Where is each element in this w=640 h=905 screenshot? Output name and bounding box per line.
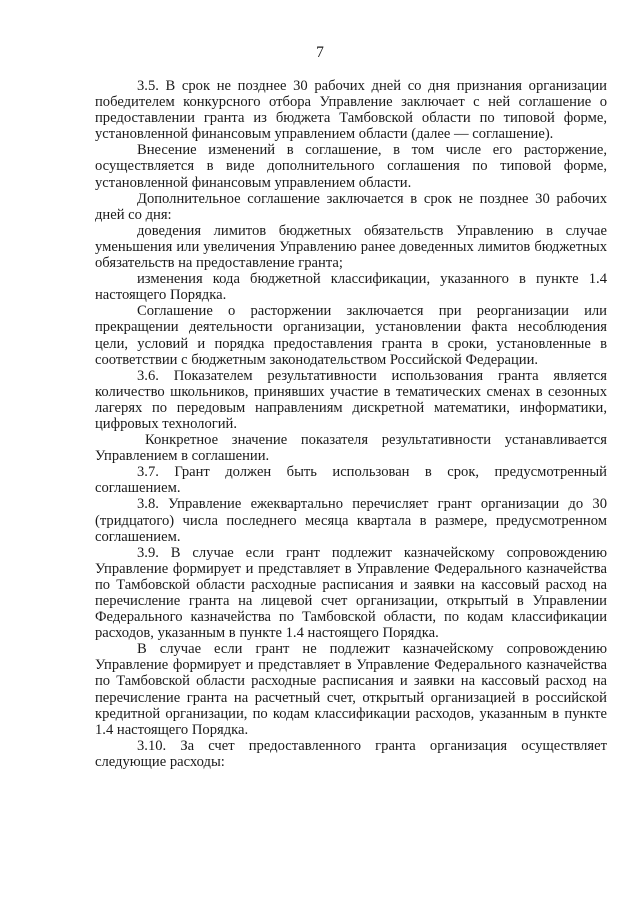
page-number: 7 [316, 44, 324, 61]
paragraph-termination: Соглашение о расторжении заключается при реорганизации или прекращении деятельности организации, установлении факта несоблюдения цели, условий и порядка предоставления гранта в сроки, установленные в соответствии с бюджетным законодательством Российской Федерации. [95, 303, 607, 368]
paragraph-no-treasury-support: В случае если грант не подлежит казначейскому сопровождению Управление формирует и представляет в Управление Федерального казначейства по Тамбовской области расходные расписания и заявки на кассовый расход на перечисление гранта на расчетный счет, открытый организацией в российской кредитной организации, по кодам классификации расходов, указанным в пункте 1.4 настоящего Порядка. [95, 641, 607, 738]
paragraph-3-8: 3.8. Управление ежеквартально перечисляет грант организации до 30 (тридцатого) числа последнего месяца квартала в размере, предусмотренном соглашением. [95, 496, 607, 545]
list-item-limits: доведения лимитов бюджетных обязательств Управлению в случае уменьшения или увеличения Управлению ранее доведенных лимитов бюджетных обязательств на предоставление гранта; [95, 222, 607, 272]
paragraph-3-10: 3.10. За счет предоставленного гранта организация осуществляет следующие расходы: [95, 737, 607, 770]
paragraph-3-5: 3.5. В срок не позднее 30 рабочих дней со дня признания организации победителем конкурсного отбора Управление заключает с ней соглашение о предоставлении гранта из бюджета Тамбовской области по типовой форме, установленной финансовым управлением области (далее — соглашение). [95, 78, 607, 143]
paragraph-3-9: 3.9. В случае если грант подлежит казначейскому сопровождению Управление формирует и представляет в Управление Федерального казначейства по Тамбовской области расходные расписания и заявки на кассовый расход на перечисление гранта на лицевой счет организации, открытый в Управлении Федерального казначейства по Тамбовской области, по кодам классификации расходов, указанным в пункте 1.4 настоящего Порядка. [95, 544, 607, 642]
paragraph-amendments: Внесение изменений в соглашение, в том числе его расторжение, осуществляется в виде дополнительного соглашения по типовой форме, установленной финансовым управлением области. [95, 142, 607, 191]
document-body [95, 78, 607, 770]
paragraph-indicator-value: Конкретное значение показателя результативности устанавливается Управлением в соглашении. [95, 432, 607, 465]
paragraph-3-6: 3.6. Показателем результативности использования гранта является количество школьников, принявших участие в тематических сменах в сезонных лагерях по передовым направлениям дискретной математики, информатики, цифровых технологий. [95, 367, 607, 432]
paragraph-additional-agreement: Дополнительное соглашение заключается в срок не позднее 30 рабочих дней со дня: [95, 190, 607, 223]
paragraph-3-7: 3.7. Грант должен быть использован в срок, предусмотренный соглашением. [95, 464, 607, 497]
list-item-budget-code: изменения кода бюджетной классификации, указанного в пункте 1.4 настоящего Порядка. [95, 271, 607, 304]
